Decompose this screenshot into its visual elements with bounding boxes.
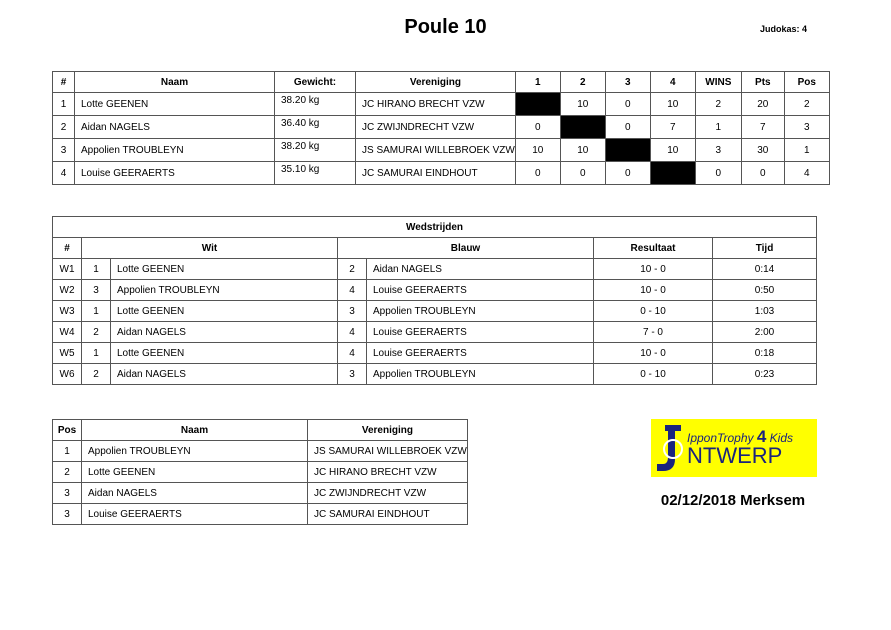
table-row <box>53 322 817 343</box>
tijd-cell: 0:14 <box>713 259 817 280</box>
wit-naam-cell: Aidan NAGELS <box>111 322 338 343</box>
naam-cell: Lotte GEENEN <box>82 462 308 483</box>
col-naam-header: Naam <box>82 420 308 441</box>
table-row <box>53 301 817 322</box>
wit-nr-cell: 1 <box>82 301 111 322</box>
self-score-blackout <box>560 116 605 139</box>
blauw-nr-cell: 4 <box>338 322 367 343</box>
page-title: Poule 10 <box>404 16 487 38</box>
poule-table <box>52 71 830 185</box>
blauw-nr-cell: 4 <box>338 280 367 301</box>
poule-header-row <box>53 72 830 93</box>
col-naam-header: Naam <box>75 72 275 93</box>
match-id-cell: W4 <box>53 322 82 343</box>
score-cell: 10 <box>650 139 695 162</box>
table-row <box>53 504 468 525</box>
wit-nr-cell: 1 <box>82 259 111 280</box>
blauw-naam-cell: Appolien TROUBLEYN <box>367 301 594 322</box>
gewicht-cell: 35.10 kg <box>275 162 356 185</box>
naam-cell: Appolien TROUBLEYN <box>82 441 308 462</box>
self-score-blackout <box>605 139 650 162</box>
col-opp3-header: 3 <box>605 72 650 93</box>
pts-cell: 0 <box>741 162 784 185</box>
nr-cell: 2 <box>53 116 75 139</box>
tijd-cell: 2:00 <box>713 322 817 343</box>
score-cell: 0 <box>560 162 605 185</box>
wit-naam-cell: Appolien TROUBLEYN <box>111 280 338 301</box>
pos-cell: 1 <box>53 441 82 462</box>
vereniging-cell: JC HIRANO BRECHT VZW <box>308 462 468 483</box>
resultaat-cell: 7 - 0 <box>594 322 713 343</box>
naam-cell: Appolien TROUBLEYN <box>75 139 275 162</box>
nr-cell: 4 <box>53 162 75 185</box>
naam-cell: Louise GEERAERTS <box>75 162 275 185</box>
pts-cell: 20 <box>741 93 784 116</box>
ippon-trophy-logo <box>651 419 817 477</box>
pos-cell: 4 <box>784 162 829 185</box>
gewicht-cell: 38.20 kg <box>275 139 356 162</box>
blauw-naam-cell: Aidan NAGELS <box>367 259 594 280</box>
tijd-cell: 0:18 <box>713 343 817 364</box>
col-opp4-header: 4 <box>650 72 695 93</box>
logo-city-text: NTWERP <box>687 443 783 468</box>
wedstrijden-header-row <box>53 238 817 259</box>
score-cell: 0 <box>515 116 560 139</box>
match-id-cell: W3 <box>53 301 82 322</box>
wit-naam-cell: Lotte GEENEN <box>111 259 338 280</box>
blauw-nr-cell: 4 <box>338 343 367 364</box>
table-row <box>53 139 830 162</box>
col-pts-header: Pts <box>741 72 784 93</box>
table-row <box>53 93 830 116</box>
table-row <box>53 364 817 385</box>
blauw-naam-cell: Louise GEERAERTS <box>367 322 594 343</box>
vereniging-cell: JC ZWIJNDRECHT VZW <box>356 116 516 139</box>
table-row <box>53 462 468 483</box>
wit-naam-cell: Aidan NAGELS <box>111 364 338 385</box>
col-blauw-header: Blauw <box>338 238 594 259</box>
col-vereniging-header: Vereniging <box>356 72 516 93</box>
nr-cell: 1 <box>53 93 75 116</box>
naam-cell: Aidan NAGELS <box>75 116 275 139</box>
tijd-cell: 0:23 <box>713 364 817 385</box>
pos-cell: 3 <box>53 504 82 525</box>
score-cell: 10 <box>560 93 605 116</box>
judokas-count: Judokas: 4 <box>760 24 808 34</box>
vereniging-cell: JC SAMURAI EINDHOUT <box>356 162 516 185</box>
wedstrijden-table <box>52 216 817 385</box>
vereniging-cell: JC HIRANO BRECHT VZW <box>356 93 516 116</box>
naam-cell: Lotte GEENEN <box>75 93 275 116</box>
pos-cell: 2 <box>784 93 829 116</box>
table-row <box>53 483 468 504</box>
match-id-cell: W2 <box>53 280 82 301</box>
wedstrijden-title-row <box>53 217 817 238</box>
wit-nr-cell: 3 <box>82 280 111 301</box>
blauw-naam-cell: Louise GEERAERTS <box>367 343 594 364</box>
table-row <box>53 441 468 462</box>
vereniging-cell: JS SAMURAI WILLEBROEK VZW <box>356 139 516 162</box>
resultaat-cell: 10 - 0 <box>594 259 713 280</box>
vereniging-cell: JS SAMURAI WILLEBROEK VZW <box>308 441 468 462</box>
nr-cell: 3 <box>53 139 75 162</box>
naam-cell: Aidan NAGELS <box>82 483 308 504</box>
blauw-nr-cell: 3 <box>338 301 367 322</box>
wit-nr-cell: 1 <box>82 343 111 364</box>
pos-cell: 3 <box>53 483 82 504</box>
col-pos-header: Pos <box>53 420 82 441</box>
resultaat-cell: 0 - 10 <box>594 301 713 322</box>
blauw-nr-cell: 3 <box>338 364 367 385</box>
logo-trophy-text: IpponTrophy <box>687 431 754 445</box>
col-opp2-header: 2 <box>560 72 605 93</box>
event-date-location: 02/12/2018 Merksem <box>660 492 806 509</box>
col-wit-header: Wit <box>82 238 338 259</box>
wedstrijden-title: Wedstrijden <box>53 217 817 238</box>
pts-cell: 7 <box>741 116 784 139</box>
blauw-naam-cell: Appolien TROUBLEYN <box>367 364 594 385</box>
col-vereniging-header: Vereniging <box>308 420 468 441</box>
naam-cell: Louise GEERAERTS <box>82 504 308 525</box>
pos-cell: 3 <box>784 116 829 139</box>
resultaat-cell: 0 - 10 <box>594 364 713 385</box>
col-nr-header: # <box>53 72 75 93</box>
col-tijd-header: Tijd <box>713 238 817 259</box>
match-id-cell: W6 <box>53 364 82 385</box>
wit-nr-cell: 2 <box>82 322 111 343</box>
match-id-cell: W1 <box>53 259 82 280</box>
col-pos-header: Pos <box>784 72 829 93</box>
self-score-blackout <box>515 93 560 116</box>
logo-four-text: 4 <box>756 427 767 446</box>
score-cell: 10 <box>560 139 605 162</box>
score-cell: 0 <box>605 93 650 116</box>
wins-cell: 3 <box>695 139 741 162</box>
wins-cell: 0 <box>695 162 741 185</box>
score-cell: 10 <box>515 139 560 162</box>
blauw-nr-cell: 2 <box>338 259 367 280</box>
score-cell: 10 <box>650 93 695 116</box>
col-resultaat-header: Resultaat <box>594 238 713 259</box>
score-cell: 0 <box>515 162 560 185</box>
wit-naam-cell: Lotte GEENEN <box>111 343 338 364</box>
tijd-cell: 0:50 <box>713 280 817 301</box>
wit-nr-cell: 2 <box>82 364 111 385</box>
col-gewicht-header: Gewicht: <box>275 72 356 93</box>
score-cell: 0 <box>605 116 650 139</box>
pos-cell: 2 <box>53 462 82 483</box>
col-wins-header: WINS <box>695 72 741 93</box>
score-cell: 7 <box>650 116 695 139</box>
resultaat-cell: 10 - 0 <box>594 343 713 364</box>
match-id-cell: W5 <box>53 343 82 364</box>
wins-cell: 2 <box>695 93 741 116</box>
ranking-table <box>52 419 468 525</box>
table-row <box>53 116 830 139</box>
gewicht-cell: 36.40 kg <box>275 116 356 139</box>
vereniging-cell: JC ZWIJNDRECHT VZW <box>308 483 468 504</box>
wins-cell: 1 <box>695 116 741 139</box>
resultaat-cell: 10 - 0 <box>594 280 713 301</box>
wit-naam-cell: Lotte GEENEN <box>111 301 338 322</box>
pos-cell: 1 <box>784 139 829 162</box>
tijd-cell: 1:03 <box>713 301 817 322</box>
ranking-header-row <box>53 420 468 441</box>
self-score-blackout <box>650 162 695 185</box>
pts-cell: 30 <box>741 139 784 162</box>
score-cell: 0 <box>605 162 650 185</box>
vereniging-cell: JC SAMURAI EINDHOUT <box>308 504 468 525</box>
col-match-nr-header: # <box>53 238 82 259</box>
blauw-naam-cell: Louise GEERAERTS <box>367 280 594 301</box>
logo-kids-text: Kids <box>769 431 793 445</box>
gewicht-cell: 38.20 kg <box>275 93 356 116</box>
table-row <box>53 343 817 364</box>
col-opp1-header: 1 <box>515 72 560 93</box>
table-row <box>53 259 817 280</box>
table-row <box>53 280 817 301</box>
table-row <box>53 162 830 185</box>
